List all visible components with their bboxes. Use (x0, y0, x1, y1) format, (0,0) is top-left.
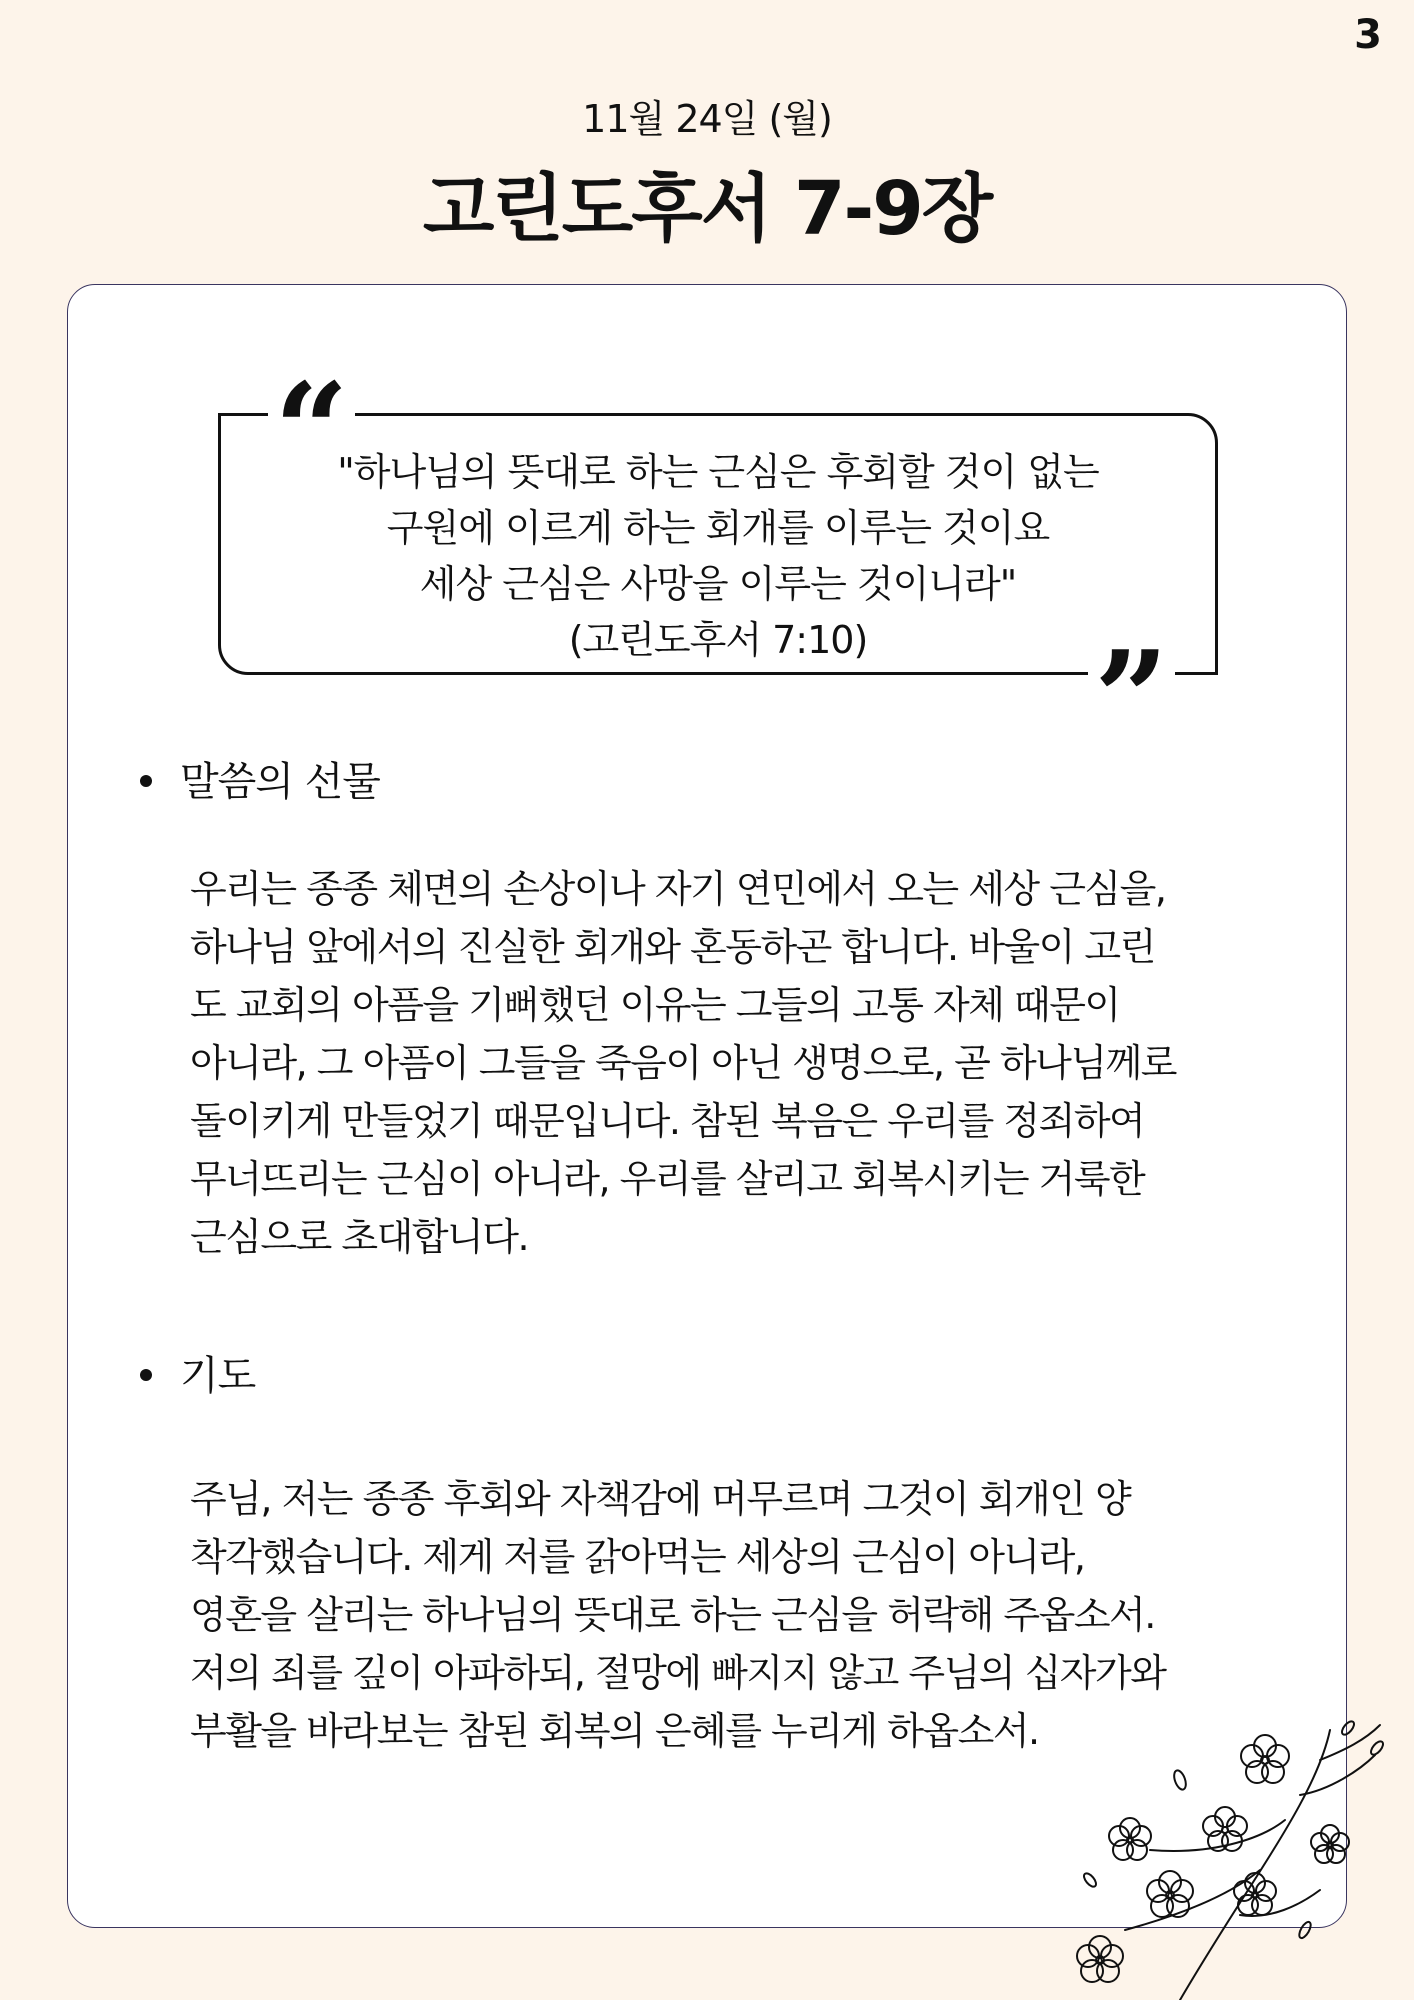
body-line: 주님, 저는 종종 후회와 자책감에 머무르며 그것이 회개인 양 (190, 1477, 1131, 1521)
body-line: 부활을 바라보는 참된 회복의 은혜를 누리게 하옵소서. (190, 1709, 1039, 1753)
quote-line: 세상 근심은 사망을 이루는 것이니라" (419, 562, 1017, 606)
quote-reference: (고린도후서 7:10) (568, 618, 868, 662)
body-line: 아니라, 그 아픔이 그들을 죽음이 아닌 생명으로, 곧 하나님께로 (190, 1041, 1176, 1085)
quote-line: 구원에 이르게 하는 회개를 이루는 것이요 (386, 506, 1050, 550)
section-body-gift (190, 860, 1310, 1266)
blossom (1109, 1818, 1151, 1860)
body-line: 돌이키게 만들었기 때문입니다. 참된 복음은 우리를 정죄하여 (190, 1099, 1145, 1143)
blossom (1077, 1936, 1123, 1982)
blossom (1311, 1825, 1349, 1863)
bullet-icon (140, 1369, 152, 1381)
section-heading-label: 기도 (180, 1353, 256, 1399)
page-title: 고린도후서 7-9장 (422, 166, 992, 252)
section-body-prayer (190, 1470, 1310, 1760)
cherry-blossom-branch-icon (1030, 1730, 1414, 2000)
open-quote-icon: “ (268, 366, 355, 436)
scripture-quote (218, 444, 1218, 668)
body-line: 도 교회의 아픔을 기뻐했던 이유는 그들의 고통 자체 때문이 (190, 983, 1120, 1027)
body-line: 영혼을 살리는 하나님의 뜻대로 하는 근심을 허락해 주옵소서. (190, 1593, 1155, 1637)
blossom (1241, 1735, 1289, 1783)
section-heading-prayer (140, 1344, 255, 1401)
quote-line: "하나님의 뜻대로 하는 근심은 후회할 것이 없는 (337, 450, 1099, 494)
section-heading-gift (140, 750, 380, 807)
date-heading: 11월 24일 (월) (582, 97, 832, 141)
body-line: 저의 죄를 깊이 아파하되, 절망에 빠지지 않고 주님의 십자가와 (190, 1651, 1166, 1695)
blossom (1203, 1807, 1247, 1851)
section-heading-label: 말씀의 선물 (180, 759, 380, 805)
page-number: 3 (1354, 12, 1382, 58)
body-line: 무너뜨리는 근심이 아니라, 우리를 살리고 회복시키는 거룩한 (190, 1157, 1145, 1201)
body-line: 착각했습니다. 제게 저를 갉아먹는 세상의 근심이 아니라, (190, 1535, 1085, 1579)
bullet-icon (140, 775, 152, 787)
body-line: 우리는 종종 체면의 손상이나 자기 연민에서 오는 세상 근심을, (190, 867, 1166, 911)
body-line: 근심으로 초대합니다. (190, 1215, 529, 1259)
close-quote-icon: ” (1088, 634, 1175, 714)
body-line: 하나님 앞에서의 진실한 회개와 혼동하곤 합니다. 바울이 고린 (190, 925, 1155, 969)
